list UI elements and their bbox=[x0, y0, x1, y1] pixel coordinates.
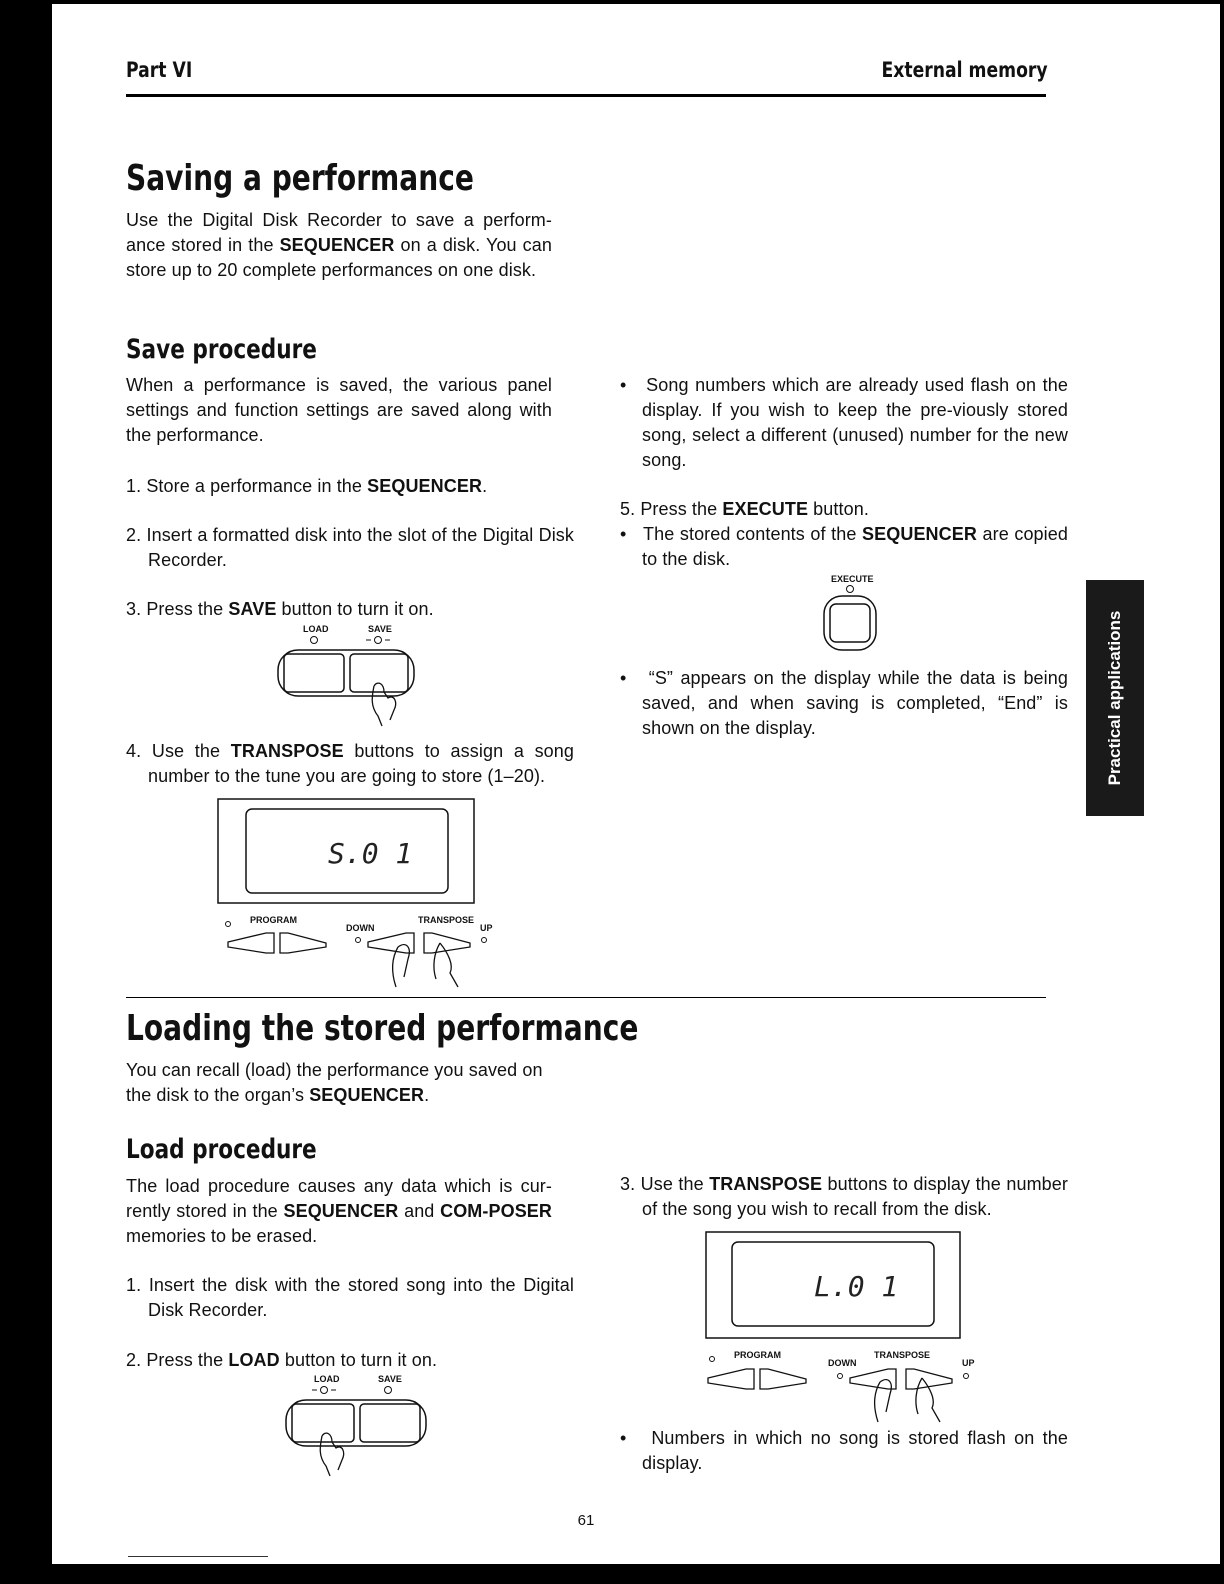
saving-title: Saving a performance bbox=[126, 158, 474, 199]
save-procedure-title: Save procedure bbox=[126, 334, 317, 365]
saving-intro: Use the Digital Disk Recorder to save a perform-ance stored in the SEQUENCER on a disk. You can store up to 20 complete performances on one disk. bbox=[126, 210, 552, 280]
transpose-label: TRANSPOSE bbox=[418, 915, 475, 925]
save-button bbox=[350, 654, 408, 692]
load-step-2: 2. Press the LOAD button to turn it on. bbox=[126, 1350, 438, 1370]
side-tab-label: Practical applications bbox=[1105, 610, 1124, 786]
program-label: PROGRAM bbox=[250, 915, 297, 925]
save-step-4: 4. Use the TRANSPOSE buttons to assign a song number to the tune you are going to store (1–20). bbox=[126, 741, 574, 786]
program-down-button bbox=[228, 933, 274, 953]
save-bullet-copy: • The stored contents of the SEQUENCER are copied to the disk. bbox=[620, 524, 1068, 569]
load-save-buttons-illustration-load bbox=[278, 1370, 438, 1490]
save-led-icon bbox=[385, 1387, 392, 1394]
program-up-button bbox=[760, 1369, 806, 1389]
save-bullet-flash: • Song numbers which are already used flash on the display. If you wish to keep the pre-viously stored song, select a different (unused) number for the new song. bbox=[620, 375, 1068, 470]
loading-title: Loading the stored performance bbox=[126, 1008, 639, 1049]
save-step-2: 2. Insert a formatted disk into the slot of the Digital Disk Recorder. bbox=[126, 525, 574, 570]
load-procedure-intro: The load procedure causes any data which is cur-rently stored in the SEQUENCER and COM-POSER memories to be erased. bbox=[126, 1176, 552, 1246]
load-button bbox=[284, 654, 344, 692]
up-label: UP bbox=[962, 1358, 975, 1368]
footer-line bbox=[128, 1556, 268, 1557]
load-bullet-flash: • Numbers in which no song is stored flash on the display. bbox=[620, 1428, 1068, 1473]
page-number: 61 bbox=[577, 1512, 595, 1529]
transpose-down-button bbox=[368, 933, 414, 953]
load-label: LOAD bbox=[303, 624, 329, 634]
save-label: SAVE bbox=[378, 1374, 402, 1384]
button-housing bbox=[286, 1400, 426, 1446]
button-housing bbox=[278, 650, 414, 696]
header-part: Part VI bbox=[126, 58, 193, 82]
section-divider bbox=[126, 997, 1046, 998]
transpose-label: TRANSPOSE bbox=[874, 1350, 931, 1360]
save-display-illustration bbox=[218, 797, 508, 992]
save-bullet-status: • “S” appears on the display while the data is being saved, and when saving is completed, “End” is shown on the display. bbox=[620, 668, 1068, 738]
save-label: SAVE bbox=[368, 624, 392, 634]
load-step-3: 3. Use the TRANSPOSE buttons to display the number of the song you wish to recall from the disk. bbox=[620, 1174, 1068, 1219]
save-step-3: 3. Press the SAVE button to turn it on. bbox=[126, 599, 434, 619]
transpose-down-button bbox=[850, 1369, 896, 1389]
scan-border-left bbox=[0, 0, 52, 1584]
header-rule bbox=[126, 94, 1046, 97]
load-step-1: 1. Insert the disk with the stored song into the Digital Disk Recorder. bbox=[126, 1275, 574, 1320]
load-display-illustration bbox=[704, 1232, 994, 1427]
down-label: DOWN bbox=[828, 1358, 857, 1368]
execute-led-icon bbox=[847, 586, 854, 593]
down-label: DOWN bbox=[346, 923, 375, 933]
load-led-icon bbox=[311, 637, 318, 644]
up-label: UP bbox=[480, 923, 493, 933]
lcd-readout: L.0 1 bbox=[814, 1270, 899, 1303]
program-up-button bbox=[280, 933, 326, 953]
load-label: LOAD bbox=[314, 1374, 340, 1384]
finger-up-icon bbox=[916, 1378, 940, 1422]
pressing-finger-icon bbox=[320, 1433, 343, 1476]
lcd-readout: S.0 1 bbox=[328, 837, 413, 870]
scan-border-bottom bbox=[0, 1564, 1224, 1584]
side-tab bbox=[1086, 580, 1144, 816]
loading-intro: You can recall (load) the performance you saved on the disk to the organ’s SEQUENCER. bbox=[126, 1060, 543, 1105]
transpose-up-button bbox=[424, 933, 470, 953]
save-button bbox=[360, 1404, 420, 1442]
execute-button bbox=[830, 604, 870, 642]
header-section: External memory bbox=[881, 58, 1048, 82]
scan-border-right bbox=[1220, 0, 1224, 1584]
load-save-buttons-illustration-save bbox=[270, 620, 430, 740]
program-label: PROGRAM bbox=[734, 1350, 781, 1360]
transpose-up-button bbox=[906, 1369, 952, 1389]
save-led-icon bbox=[375, 637, 382, 644]
finger-down-icon bbox=[875, 1380, 892, 1422]
scan-border-top bbox=[0, 0, 1224, 4]
save-step-1: 1. Store a performance in the SEQUENCER. bbox=[126, 476, 488, 496]
program-down-button bbox=[708, 1369, 754, 1389]
load-procedure-title: Load procedure bbox=[126, 1134, 317, 1165]
load-button bbox=[292, 1404, 354, 1442]
save-procedure-intro: When a performance is saved, the various panel settings and function settings are saved along with the performance. bbox=[126, 375, 552, 445]
execute-label: EXECUTE bbox=[831, 574, 874, 584]
save-step-5: 5. Press the EXECUTE button. bbox=[620, 499, 869, 519]
pressing-finger-icon bbox=[372, 683, 395, 726]
execute-button-illustration bbox=[818, 572, 888, 656]
load-led-icon bbox=[321, 1387, 328, 1394]
